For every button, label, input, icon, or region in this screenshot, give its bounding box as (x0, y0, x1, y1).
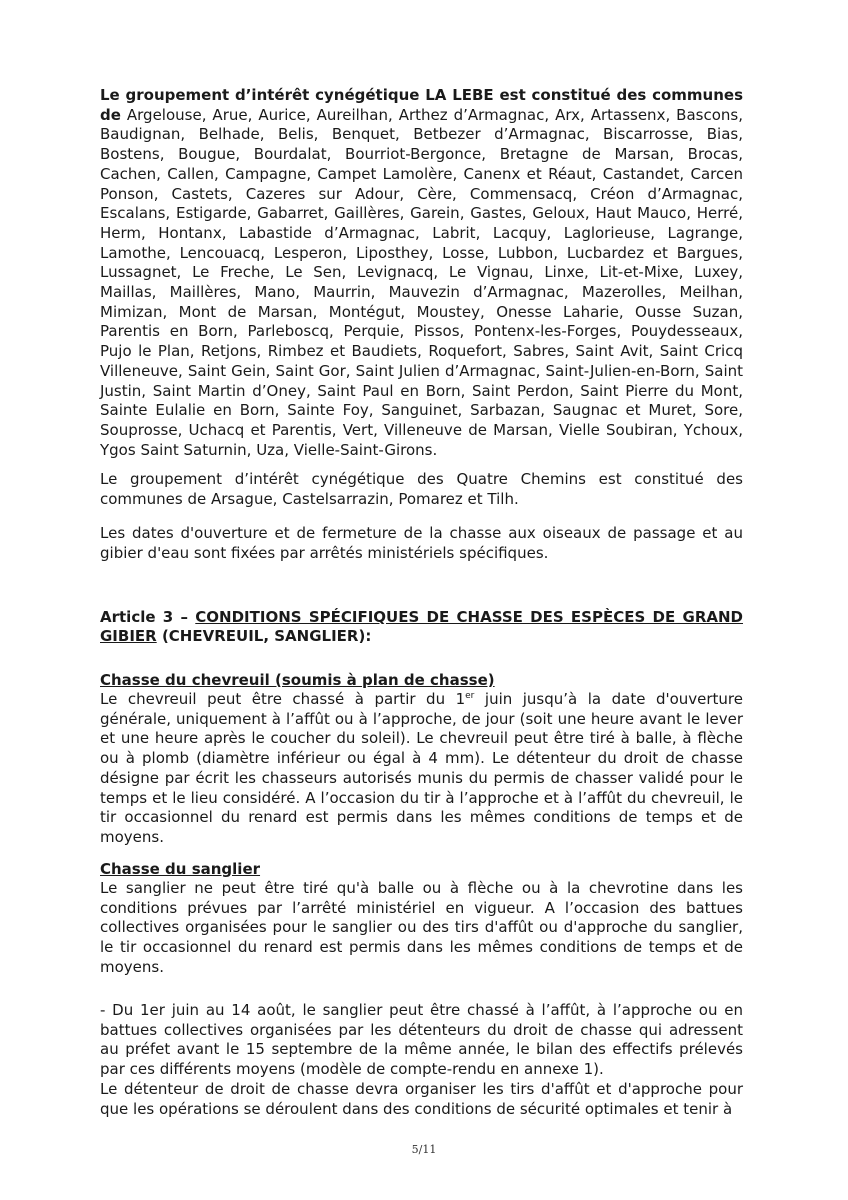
sanglier-heading: Chasse du sanglier (100, 860, 261, 878)
sanglier-paragraph: Le sanglier ne peut être tiré qu'à balle ou à flèche ou à la chevrotine dans les conditions prévues par l’arrêté ministériel en vigueur. A l’occasion des battues collectives organisées pour le sanglier ou des tirs d'affût ou d'approche du sanglier, le tir occasionnel du renard est permis dans les mêmes conditions de temps et de moyens. (100, 879, 743, 976)
chevreuil-paragraph (100, 690, 743, 848)
chevreuil-text-end: juin jusqu’à la date d'ouverture générale, uniquement à l’affût ou à l’approche, de jour (soit une heure avant le lever et une heure après le coucher du soleil). Le chevreuil peut être tiré à balle, à flèche ou à plomb (diamètre inférieur ou égal à 4 mm). Le détenteur du droit de chasse désigne par écrit les chasseurs autorisés munis du permis de chasser validé pour le temps et le lieu considéré. A l’occasion du tir à l’approche et à l’affût du chevreuil, le tir occasionnel du renard est permis dans les mêmes conditions de temps et de moyens. (100, 690, 743, 846)
article-3-prefix: Article 3 – (100, 608, 196, 626)
paragraph-la-lebe (100, 86, 743, 460)
page-number: 5/11 (411, 1143, 437, 1156)
detenteur-paragraph: Le détenteur de droit de chasse devra organiser les tirs d'affût et d'approche pour que les opérations se déroulent dans des conditions de sécurité optimales et tenir à (100, 1079, 743, 1118)
sanglier-period-block (100, 1001, 743, 1119)
article-3-heading (100, 608, 743, 646)
chevreuil-superscript: er (465, 691, 475, 701)
paragraph-quatre-chemins: Le groupement d’intérêt cynégétique des Quatre Chemins est constitué des communes de Arsague, Castelsarrazin, Pomarez et Tilh. (100, 470, 743, 508)
paragraph-dates: Les dates d'ouverture et de fermeture de la chasse aux oiseaux de passage et au gibier d'eau sont fixées par arrêtés ministériels spécifiques. (100, 524, 743, 562)
article-3-title: CONDITIONS SPÉCIFIQUES DE CHASSE DES ESPÈCES DE GRAND GIBIER (100, 608, 743, 645)
sanglier-period-paragraph: - Du 1er juin au 14 août, le sanglier peut être chassé à l’affût, à l’approche ou en battues collectives organisées par les détenteurs du droit de chasse qui adressent au préfet avant le 15 septembre de la même année, le bilan des effectifs prélevés par ces différents moyens (modèle de compte-rendu en annexe 1). (100, 1001, 743, 1079)
chevreuil-text-start: Le chevreuil peut être chassé à partir du 1 (100, 690, 466, 708)
chevreuil-heading: Chasse du chevreuil (soumis à plan de chasse) (100, 671, 495, 689)
paragraph-la-lebe-lead: Le groupement d’intérêt cynégétique LA LEBE est constitué des communes de (100, 86, 743, 124)
paragraph-la-lebe-communes: Argelouse, Arue, Aurice, Aureilhan, Arthez d’Armagnac, Arx, Artassenx, Bascons, Baudignan, Belhade, Belis, Benquet, Betbezer d’Armagnac, Biscarrosse, Bias, Bostens, Bougue, Bourdalat, Bourriot-Bergonce, Bretagne de Marsan, Brocas, Cachen, Callen, Campagne, Campet Lamolère, Canenx et Réaut, Castandet, Carcen Ponson, Castets, Cazeres sur Adour, Cère, Commensacq, Créon d’Armagnac, Escalans, Estigarde, Gabarret, Gaillères, Garein, Gastes, Geloux, Haut Mauco, Herré, Herm, Hontanx, Labastide d’Armagnac, Labrit, Lacquy, Laglorieuse, Lagrange, Lamothe, Lencouacq, Lesperon, Liposthey, Losse, Lubbon, Lucbardez et Bargues, Lussagnet, Le Freche, Le Sen, Levignacq, Le Vignau, Linxe, Lit-et-Mixe, Luxey, Maillas, Maillères, Mano, Maurrin, Mauvezin d’Armagnac, Mazerolles, Meilhan, Mimizan, Mont de Marsan, Montégut, Moustey, Onesse Laharie, Ousse Suzan, Parentis en Born, Parleboscq, Perquie, Pissos, Pontenx-les-Forges, Pouydesseaux, Pujo le Plan, Retjons, Rimbez et Baudiets, Roquefort, Sabres, Saint Avit, Saint Cricq Villeneuve, Saint Gein, Saint Gor, Saint Julien d’Armagnac, Saint-Julien-en-Born, Saint Justin, Saint Martin d’Oney, Saint Paul en Born, Saint Perdon, Saint Pierre du Mont, Sainte Eulalie en Born, Sainte Foy, Sanguinet, Sarbazan, Saugnac et Muret, Sore, Souprosse, Uchacq et Parentis, Vert, Villeneuve de Marsan, Vielle Soubiran, Ychoux, Ygos Saint Saturnin, Uza, Vielle-Saint-Girons. (100, 105, 743, 459)
article-3-suffix: (CHEVREUIL, SANGLIER): (156, 627, 372, 645)
